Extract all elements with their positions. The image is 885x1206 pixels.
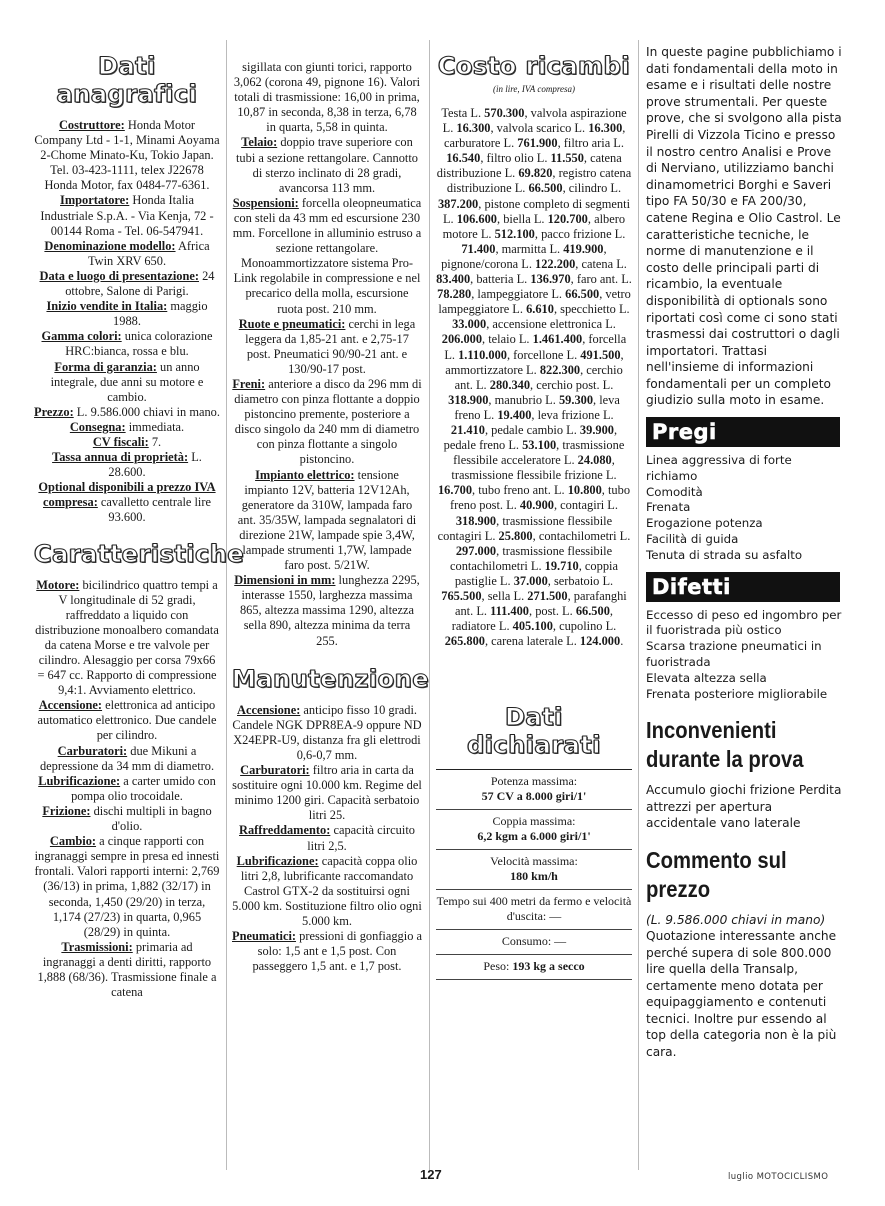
spec-text: anteriore a disco da 296 mm di diametro con pinza flottante a doppio pistoncino premente, posteriore a disco singolo da 240 mm di diametro con pinza flottante a singolo pistoncino. bbox=[234, 376, 422, 467]
part-name: , catena L. bbox=[575, 256, 627, 271]
part-price: 39.900 bbox=[579, 422, 614, 437]
spec-label: Consegna: bbox=[69, 419, 126, 434]
inconvenienti-heading: Inconvenienti durante la prova bbox=[646, 717, 804, 773]
part-name: , manubrio L. bbox=[488, 392, 559, 407]
part-price: 512.100 bbox=[494, 226, 535, 241]
part-price: 1.110.000 bbox=[458, 347, 507, 362]
commento-body: Quotazione interessante anche perché supera di sole 800.000 lire quella della Transalp, certamente meno dotata per equipaggiamento e contenuti tecnici. Inoltre pur essendo al top della categoria non è la più cara. bbox=[646, 929, 837, 1059]
part-price: 136.970 bbox=[530, 272, 571, 287]
pregi-list bbox=[646, 453, 842, 564]
caratteristiche-list bbox=[34, 578, 220, 1001]
spec-entry bbox=[34, 940, 220, 1000]
intro-paragraph: In queste pagine pubblichiamo i dati fondamentali della moto in esame e i risultati delle nostre prove strumentali. Per queste prove, che si svolgono alla pista Pirelli di Vizzola Ticino e presso il nostro centro Analisi e Prove di Nerviano, utilizziamo banchi dinamometrici Borghi e Saveri tipo FA 50/30 e FA 200/30, catene Regina e Olio Castrol. Le caratteristiche tecniche, le norme di manutenzione e il costo delle principali parti di ricambio, la eventuale disponibilità di optionals sono riportati così come ci sono stati trasmessi dai costruttori o dagli importatori. Trattasi nell'insieme di informazioni fondamentali per un completo giudizio sulla moto in esame. bbox=[646, 45, 842, 408]
declared-label: Tempo sui 400 metri da fermo e velocità d'uscita: — bbox=[436, 894, 632, 924]
spec-label: Optional disponibili a prezzo IVA compresa: bbox=[38, 480, 216, 510]
part-price: 16.300 bbox=[588, 121, 623, 136]
part-name: , batteria L. bbox=[470, 272, 531, 287]
spec-entry bbox=[232, 703, 422, 763]
spec-label: Denominazione modello: bbox=[44, 238, 176, 253]
spec-entry bbox=[232, 468, 422, 574]
dati-anagrafici-list bbox=[34, 118, 220, 526]
spec-label: Prezzo: bbox=[34, 404, 74, 419]
spec-label: Lubrificazione: bbox=[38, 773, 121, 788]
spec-text: L. 9.586.000 chiavi in mano. bbox=[73, 404, 220, 419]
spec-text: 7. bbox=[148, 434, 162, 449]
spec-entry bbox=[232, 135, 422, 195]
part-name: , serbatoio L. bbox=[547, 573, 614, 588]
section-title-dati-dichiarati: Dati dichiarati bbox=[467, 703, 601, 760]
magazine-footer: luglio MOTOCICLISMO bbox=[728, 1172, 829, 1182]
part-name: , contagiri L. bbox=[553, 498, 618, 513]
spec-text: pressioni di gonfiaggio a solo: 1,5 ant e 1,5 post. Con passeggero 1,5 ant. e 1,7 post. bbox=[252, 929, 422, 974]
spec-text: lunghezza 2295, interasse 1550, larghezza massima 865, altezza massima 1290, altezza sella 890, altezza minima da terra 255. bbox=[239, 573, 420, 648]
spec-label: Motore: bbox=[36, 577, 80, 592]
part-name: , pedale freno L. bbox=[443, 422, 618, 453]
spec-text: L. 28.600. bbox=[108, 450, 202, 480]
part-name: , valvola aspirazione L. bbox=[442, 106, 627, 136]
declared-row bbox=[436, 850, 632, 890]
part-price: 40.900 bbox=[519, 498, 554, 513]
spec-text: un anno integrale, due anni su motore e cambio. bbox=[50, 359, 204, 404]
difetti-heading: Difetti bbox=[646, 572, 840, 602]
spec-text: bicilindrico quattro tempi a V longitudinale di 52 gradi, raffreddato a liquido con distribuzione monoalbero comandata da catena Morse e tre valvole per cilindro. Alesaggio per corsa 79x66 = 647 cc. Rapporto di compressione 9,4:1. Avviamento elettrico. bbox=[35, 577, 219, 698]
part-price: 21.410 bbox=[450, 422, 485, 437]
part-price: 69.820 bbox=[518, 166, 553, 181]
spec-label: Forma di garanzia: bbox=[54, 359, 157, 374]
spec-entry bbox=[34, 118, 220, 193]
spec-label: Trasmissioni: bbox=[61, 939, 133, 954]
part-price: 491.500 bbox=[580, 347, 621, 362]
part-price: 570.300 bbox=[484, 106, 525, 120]
declared-label: Velocità massima: bbox=[490, 854, 578, 869]
part-name: , tubo freno ant. L. bbox=[472, 483, 568, 498]
spec-text: unica colorazione HRC:bianca, rossa e blu. bbox=[65, 329, 213, 359]
part-name: , cerchio post. L. bbox=[530, 377, 614, 392]
declared-label: Consumo: — bbox=[501, 934, 567, 949]
spec-entry bbox=[34, 420, 220, 435]
spec-entry bbox=[232, 573, 422, 648]
spec-text: elettronica ad anticipo automatico elettronico. Due candele per cilindro. bbox=[37, 698, 217, 743]
part-price: 37.000 bbox=[513, 573, 548, 588]
spec-text: forcella oleopneumatica con steli da 43 mm ed escursione 230 mm. Forcellone in alluminio estruso a sezione rettangolare. Monoammortizzatore sistema Pro-Link regolabile in compressione e nel precarico della molla, escursione ruota post. 210 mm. bbox=[232, 195, 422, 316]
part-price: 71.400 bbox=[461, 241, 496, 256]
spec-entry bbox=[34, 329, 220, 359]
spec-entry bbox=[34, 435, 220, 450]
spec-entry bbox=[34, 804, 220, 834]
part-name: , pignone/corona L. bbox=[441, 241, 607, 271]
part-name: , leva freno L. bbox=[454, 392, 620, 422]
spec-entry bbox=[232, 854, 422, 929]
part-name: , accensione elettronica L. bbox=[486, 317, 616, 332]
spec-label: Tassa annua di proprietà: bbox=[52, 450, 189, 465]
part-name: , trasmissione flessibile frizione L. bbox=[451, 453, 617, 483]
spec-entry bbox=[34, 480, 220, 525]
column-rule bbox=[429, 40, 430, 1170]
part-name: , leva frizione L. bbox=[531, 407, 614, 422]
declared-value: 180 km/h bbox=[510, 869, 558, 884]
declared-row bbox=[436, 810, 632, 850]
column-3 bbox=[436, 44, 632, 980]
list-item: Facilità di guida bbox=[646, 532, 739, 547]
part-price: 66.500 bbox=[528, 181, 563, 196]
commento-text bbox=[646, 912, 842, 1061]
spec-label: Cambio: bbox=[49, 834, 97, 849]
declared-label: Potenza massima: bbox=[490, 774, 578, 789]
spec-entry bbox=[232, 377, 422, 468]
spec-label: Raffreddamento: bbox=[239, 823, 331, 838]
spec-label: Ruote e pneumatici: bbox=[238, 316, 346, 331]
section-title-dati-anagrafici: Dati anagrafici bbox=[56, 52, 198, 108]
spec-text: capacità circuito litri 2,5. bbox=[307, 823, 415, 853]
part-name: , trasmissione flessibile acceleratore L. bbox=[453, 438, 625, 468]
spec-entry bbox=[34, 578, 220, 699]
part-price: 19.710 bbox=[544, 558, 579, 573]
declared-row bbox=[436, 955, 632, 980]
spec-entry bbox=[34, 834, 220, 940]
part-name: , cerchio ant. L. bbox=[454, 362, 623, 392]
declared-value: 6,2 kgm a 6.000 giri/1' bbox=[477, 829, 591, 844]
spec-label: Freni: bbox=[232, 376, 266, 391]
part-price: 66.500 bbox=[565, 287, 600, 302]
page-number: 127 bbox=[420, 1167, 442, 1182]
inconvenienti-text: Accumulo giochi frizione Perdita attrezzi per apertura accidentale vano laterale bbox=[646, 783, 842, 831]
part-name: , ammortizzatore L. bbox=[445, 347, 624, 377]
part-price: 297.000 bbox=[455, 543, 497, 558]
spec-entry bbox=[232, 196, 422, 317]
spec-entry bbox=[34, 405, 220, 420]
spec-entry bbox=[34, 744, 220, 774]
pregi-heading: Pregi bbox=[646, 417, 840, 447]
spec-text: filtro aria in carta da sostituire ogni 10.000 km. Regime del minimo 1200 giri. Capacità serbatoio litri 25. bbox=[232, 763, 422, 823]
section-title-manutenzione: Manutenzione bbox=[232, 664, 430, 693]
part-price: 1.461.400 bbox=[532, 332, 583, 347]
part-name: , pedale cambio L. bbox=[484, 422, 580, 437]
part-price: 33.000 bbox=[452, 317, 487, 332]
column-4 bbox=[646, 44, 842, 1060]
part-name: , albero motore L. bbox=[442, 211, 626, 241]
spec-label: Accensione: bbox=[237, 702, 301, 717]
part-name: Testa L. bbox=[441, 106, 485, 120]
costo-ricambi-subtitle: (in lire, IVA compresa) bbox=[493, 84, 575, 94]
part-price: 106.600 bbox=[456, 211, 497, 226]
part-price: 83.400 bbox=[436, 272, 471, 287]
part-price: 16.300 bbox=[456, 121, 491, 136]
part-price: 206.000 bbox=[441, 332, 483, 347]
part-price: 16.540 bbox=[446, 151, 481, 166]
column-rule bbox=[226, 40, 227, 1170]
part-price: 318.900 bbox=[448, 392, 489, 407]
spec-text: immediata. bbox=[125, 419, 185, 434]
spec-entry bbox=[232, 763, 422, 823]
spec-text: doppio trave superiore con tubi a sezione rettangolare. Cannotto di sterzo inclinato di 28 gradi, avancorsa 113 mm. bbox=[235, 135, 418, 195]
column-rule bbox=[638, 40, 639, 1170]
list-item: Comodità bbox=[646, 484, 703, 499]
part-price: 765.500 bbox=[441, 589, 482, 603]
part-price: 59.300 bbox=[558, 392, 594, 407]
spec-label: Carburatori: bbox=[240, 763, 310, 778]
spec-label: Inizio vendite in Italia: bbox=[46, 299, 168, 314]
spec-text: a cinque rapporti con ingranaggi sempre in presa ed innesti frontali. Valori rapporti interni: 2,769 (36/13) in prima, 1,882 (32/17) in seconda, 1,450 (29/20) in terza, 1,174 (27/23) in quarta, 0,965 (28/29) in quinta. bbox=[34, 834, 220, 939]
part-name: , valvola scarico L. bbox=[490, 121, 589, 136]
part-price: 10.800 bbox=[567, 483, 602, 498]
part-price: 53.100 bbox=[522, 438, 557, 453]
part-price: 822.300 bbox=[539, 362, 581, 377]
commento-heading: Commento sul prezzo bbox=[646, 846, 787, 902]
list-item: Frenata posteriore migliorabile bbox=[646, 686, 828, 701]
spec-text: dischi multipli in bagno d'olio. bbox=[90, 803, 212, 834]
spec-label: Accensione: bbox=[38, 698, 103, 713]
section-title-caratteristiche: Caratteristiche bbox=[34, 539, 245, 568]
part-name: , lampeggiatore L. bbox=[471, 287, 566, 302]
spec-entry bbox=[34, 450, 220, 480]
spec-text: maggio 1988. bbox=[113, 299, 208, 329]
caratteristiche-list-2 bbox=[232, 135, 422, 648]
part-price: 761.900 bbox=[517, 136, 558, 151]
spec-entry bbox=[232, 929, 422, 974]
spec-text: anticipo fisso 10 gradi. Candele NGK DPR8EA-9 oppure ND X24EPR-U9, distanza fra gli elettrodi 0,6-0,7 mm. bbox=[232, 702, 422, 762]
spec-text: due Mikuni a depressione da 34 mm di diametro. bbox=[39, 743, 215, 773]
spec-entry bbox=[232, 317, 422, 377]
list-item: Elevata altezza sella bbox=[646, 670, 767, 685]
spec-label: Dimensioni in mm: bbox=[234, 573, 336, 588]
part-price: 19.400 bbox=[497, 407, 532, 422]
part-price: 124.000 bbox=[579, 634, 621, 649]
declared-row bbox=[436, 890, 632, 930]
spec-label: Lubrificazione: bbox=[236, 853, 319, 868]
part-price: 24.080 bbox=[577, 453, 612, 468]
part-name: , forcellone L. bbox=[506, 347, 581, 362]
part-name: , registro catena distribuzione L. bbox=[446, 166, 632, 196]
part-name: , vetro lampeggiatore L. bbox=[438, 287, 631, 317]
spec-entry bbox=[34, 193, 220, 238]
part-name: , carburatore L. bbox=[444, 121, 626, 151]
part-name: , post. L. bbox=[529, 604, 576, 619]
part-name: , faro ant. L. bbox=[570, 272, 632, 287]
spec-label: CV fiscali: bbox=[92, 434, 149, 449]
part-price: 265.800 bbox=[444, 634, 485, 649]
spec-text: primaria ad ingranaggi a denti diritti, rapporto 1,888 (68/36). Trasmissione finale a catena bbox=[37, 939, 217, 1000]
part-name: , carena laterale L. bbox=[484, 634, 580, 649]
caratteristiche-continued: sigillata con giunti torici, rapporto 3,062 (corona 49, pignone 16). Valori totali di trasmissione: 16,00 in prima, 10,87 in seconda, 8,38 in terza, 6,78 in quarta, 5,58 in quinta. bbox=[233, 60, 421, 135]
spec-text: 24 ottobre, Salone di Parigi. bbox=[65, 268, 215, 299]
column-2 bbox=[232, 60, 430, 974]
spec-text: Africa Twin XRV 650. bbox=[87, 238, 210, 268]
part-name: , specchietto L. bbox=[553, 302, 630, 317]
list-item: Eccesso di peso ed ingombro per il fuoristrada più ostico bbox=[646, 607, 842, 638]
list-item: Frenata bbox=[646, 500, 691, 515]
part-price: 122.200 bbox=[535, 256, 576, 271]
spec-entry bbox=[34, 360, 220, 405]
spec-entry bbox=[34, 774, 220, 804]
part-price: 318.900 bbox=[455, 513, 497, 528]
part-name: , filtro olio L. bbox=[480, 151, 551, 166]
spec-text: Honda Motor Company Ltd - 1-1, Minami Aoyama 2-Chome Minato-Ku, Tokio Japan. Tel. 03-423-1111, telex J22678 Honda Motor, fax 0484-77-6361. bbox=[34, 118, 220, 193]
spec-text: Honda Italia Industriale S.p.A. - Via Kenja, 72 - 00144 Roma - Tel. 06-547941. bbox=[40, 193, 214, 238]
part-name: , trasmissione flessibile contachilometri L. bbox=[450, 543, 613, 573]
costo-ricambi-list bbox=[436, 106, 632, 649]
spec-label: Impianto elettrico: bbox=[255, 467, 355, 482]
part-name: , cupolino L. bbox=[552, 619, 617, 634]
part-name: , contachilometri L. bbox=[532, 528, 631, 543]
declared-value: 193 kg a secco bbox=[512, 959, 585, 974]
dati-dichiarati-table bbox=[436, 769, 632, 980]
part-name: , pacco frizione L. bbox=[534, 226, 626, 241]
spec-label: Costruttore: bbox=[58, 118, 125, 132]
part-name: , trasmissione flessibile contagiri L. bbox=[437, 513, 613, 543]
spec-label: Sospensioni: bbox=[232, 195, 299, 210]
part-name: , telaio L. bbox=[482, 332, 533, 347]
declared-value: 57 CV a 8.000 giri/1' bbox=[481, 789, 587, 804]
spec-label: Gamma colori: bbox=[41, 329, 122, 344]
declared-row bbox=[436, 770, 632, 810]
spec-text: cerchi in lega leggera da 1,85-21 ant. e 2,75-17 post. Pneumatici 90/90-21 ant. e 130/90-17 post. bbox=[245, 316, 416, 376]
part-name: , radiatore L. bbox=[451, 604, 613, 634]
spec-entry bbox=[34, 698, 220, 743]
part-name: , biella L. bbox=[497, 211, 548, 226]
column-1 bbox=[34, 44, 245, 1000]
spec-entry bbox=[232, 823, 422, 853]
part-price: 66.500 bbox=[575, 604, 610, 619]
part-price: 25.800 bbox=[498, 528, 533, 543]
part-price: 271.500 bbox=[527, 589, 568, 603]
declared-row bbox=[436, 930, 632, 955]
declared-label: Coppia massima: bbox=[492, 814, 576, 829]
spec-label: Importatore: bbox=[60, 193, 130, 208]
spec-label: Pneumatici: bbox=[232, 929, 297, 944]
list-item: Erogazione potenza bbox=[646, 516, 763, 531]
part-price: 387.200 bbox=[437, 196, 479, 211]
spec-label: Carburatori: bbox=[57, 743, 128, 758]
part-price: 11.550 bbox=[550, 151, 584, 166]
part-name: , tubo freno post. L. bbox=[450, 483, 631, 513]
part-price: 405.100 bbox=[512, 619, 553, 634]
part-name: , coppia pastiglie L. bbox=[454, 558, 618, 588]
part-name: , parafanghi ant. L. bbox=[454, 589, 627, 619]
part-name: , sella L. bbox=[481, 589, 528, 603]
part-price: 120.700 bbox=[547, 211, 588, 226]
part-name: , cilindro L. bbox=[562, 181, 622, 196]
part-name: . bbox=[620, 634, 624, 649]
spec-entry bbox=[34, 299, 220, 329]
spec-label: Frizione: bbox=[42, 803, 91, 818]
manutenzione-list bbox=[232, 703, 422, 975]
spec-label: Telaio: bbox=[241, 135, 278, 150]
part-price: 419.900 bbox=[563, 241, 604, 256]
part-name: , marmitta L. bbox=[495, 241, 564, 256]
part-name: , pistone completo di segmenti L. bbox=[442, 196, 631, 226]
part-price: 111.400 bbox=[490, 604, 529, 619]
difetti-list bbox=[646, 608, 842, 703]
spec-entry bbox=[34, 269, 220, 299]
list-item: Tenuta di strada su asfalto bbox=[646, 547, 803, 562]
part-name: , filtro aria L. bbox=[557, 136, 624, 151]
spec-entry bbox=[34, 239, 220, 269]
part-price: 280.340 bbox=[489, 377, 531, 392]
spec-label: Data e luogo di presentazione: bbox=[39, 268, 199, 283]
spec-text: cavalletto centrale lire 93.600. bbox=[97, 495, 211, 525]
part-name: , catena distribuzione L. bbox=[436, 151, 622, 181]
part-price: 78.280 bbox=[437, 287, 472, 302]
spec-text: a carter umido con pompa olio trocoidale. bbox=[71, 773, 216, 803]
part-price: 6.610 bbox=[526, 302, 554, 317]
spec-text: capacità coppa olio litri 2,8, lubrificante raccomandato Castrol GTX-2 da sostituirsi ogni 5.000 km. Sostituzione filtro olio ogni 5.000 km. bbox=[232, 853, 422, 928]
part-price: 16.700 bbox=[437, 483, 473, 498]
commento-price: (L. 9.586.000 chiavi in mano) bbox=[646, 912, 826, 927]
declared-label: Peso: bbox=[483, 959, 513, 974]
part-name: , forcella L. bbox=[444, 332, 627, 362]
list-item: Linea aggressiva di forte richiamo bbox=[646, 453, 792, 483]
list-item: Scarsa trazione pneumatici in fuoristrada bbox=[646, 639, 822, 670]
spec-text: tensione impianto 12V, batteria 12V12Ah, generatore da 310W, lampada faro ant. 35/35W, lampada segnalatori di direzione 21W, lampade spie 3,4W, lampade strumenti 1,7W, lampade faro post. 5/21W. bbox=[237, 467, 417, 573]
section-title-costo-ricambi: Costo ricambi bbox=[437, 52, 631, 80]
